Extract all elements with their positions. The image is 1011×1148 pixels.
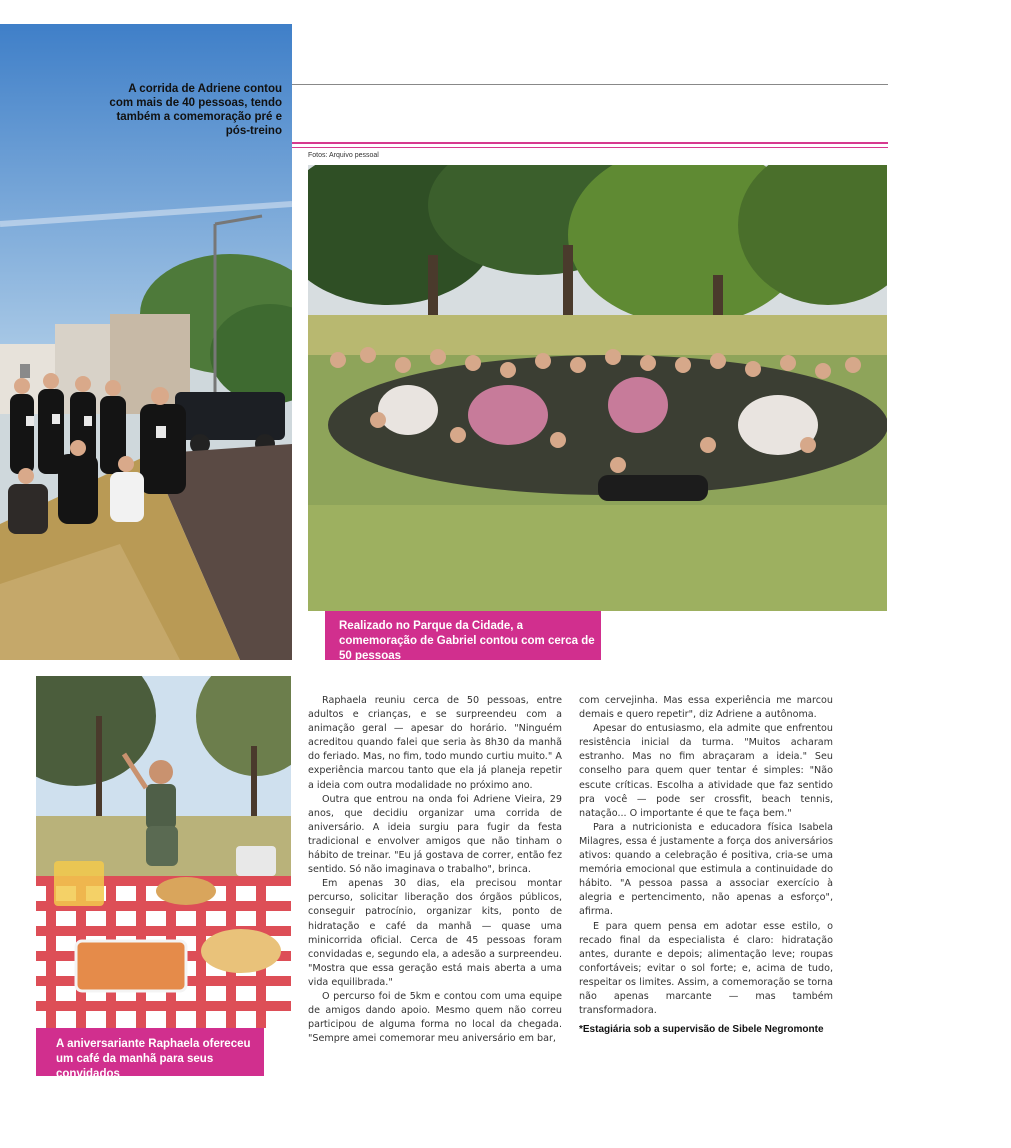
accent-rule-top xyxy=(292,142,888,144)
header-rule xyxy=(292,84,888,85)
article-column-1 xyxy=(308,694,562,1046)
photo-breakfast xyxy=(36,676,291,1028)
paragraph: Para a nutricionista e educadora física Isabela Milagres, essa é justamente a força dos aniversários ativos: quando a celebração é positiva, cria-se uma memória emocional que estimula a continuidade do hábito. "A pessoa passa a associar exercício à alegria e pertencimento, não apenas a esforço", afirma. xyxy=(579,821,833,918)
caption-breakfast: A aniversariante Raphaela ofereceu um café da manhã para seus convidados xyxy=(36,1028,264,1076)
breakfast-illustration xyxy=(36,676,291,1028)
paragraph-continuation: com cervejinha. Mas essa experiência me marcou demais e quero repetir", diz Adriene a autônoma. xyxy=(579,695,833,721)
author-signoff: *Estagiária sob a supervisão de Sibele Negromonte xyxy=(579,1024,824,1036)
paragraph: Raphaela reuniu cerca de 50 pessoas, entre adultos e crianças, e se surpreendeu com a animação geral — apesar do horário. "Ninguém acreditou quando falei que seria às 8h30 da manhã do feriado. Mas, no fim, todo mundo curtiu muito." A experiência marcou tanto que ela já planeja repetir a ideia com outra modalidade no próximo ano. xyxy=(308,695,562,791)
caption-park-group: Realizado no Parque da Cidade, a comemoração de Gabriel contou com cerca de 50 pessoas xyxy=(325,611,601,660)
paragraph: E para quem pensa em adotar esse estilo, o recado final da especialista é claro: hidratação antes, durante e depois; alimentação leve; roupas confortáveis; evitar o sol forte; e, acima de tudo, respeitar os limites. Assim, a comemoração se torna não apenas marcante — mas também transformadora. xyxy=(579,920,833,1017)
paragraph: O percurso foi de 5km e contou com uma equipe de amigos dando apoio. Mesmo quem não correu participou de alguma forma no local da chegada. "Sempre amei comemorar meu aniversário em bar, xyxy=(308,990,562,1045)
photo-street-run xyxy=(0,24,292,660)
article-column-2 xyxy=(579,694,833,1037)
caption-street-run: A corrida de Adriene contou com mais de 40 pessoas, tendo também a comemoração pré e pós-treino xyxy=(109,83,282,137)
park-group-illustration xyxy=(308,165,887,611)
paragraph: Outra que entrou na onda foi Adriene Vieira, 29 anos, que decidiu organizar uma corrida de aniversário. A ideia surgiu para fugir da festa tradicional e envolver amigos que não tinham o hábito de treinar. "Eu já gostava de correr, então fez sentido. Só não imaginava o trabalho", brinca. xyxy=(308,793,562,876)
accent-rule-bottom xyxy=(292,147,888,148)
paragraph: Em apenas 30 dias, ela precisou montar percurso, solicitar liberação dos órgãos públicos, conseguir patrocínio, organizar kits, ponto de hidratação e café da manhã — quase uma minicorrida oficial. Cerca de 45 pessoas foram convidadas e, segundo ela, a adesão a surpreendeu. "Mostra que essa geração está mais aberta a uma vida equilibrada." xyxy=(308,878,562,988)
photo-credit: Fotos: Arquivo pessoal xyxy=(308,152,379,159)
photo-park-group xyxy=(308,165,887,611)
paragraph: Apesar do entusiasmo, ela admite que enfrentou resistência inicial da turma. "Muitos acharam estranho. Mas no fim abraçaram a ideia." Seu conselho para quem quer tentar é simples: "Não escute críticas. Escolha a atividade que faz sentido pra você — pode ser crossfit, beach tennis, natação... O importante é que te faça bem." xyxy=(579,723,833,819)
